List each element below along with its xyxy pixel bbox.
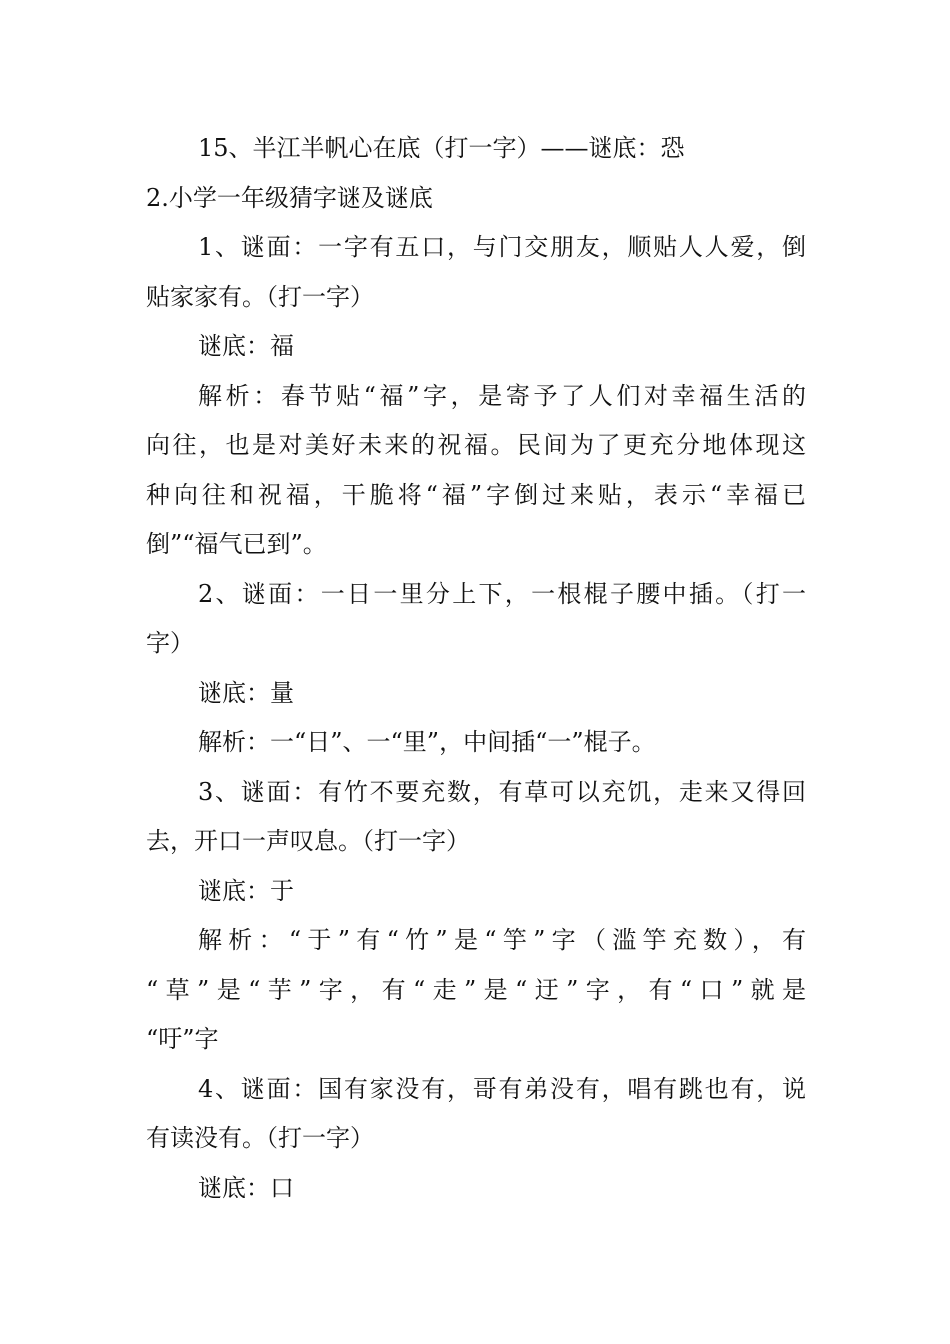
riddle-2-question-line-2: 字） (146, 629, 194, 657)
riddle-3-explanation-line-2: “草”是“芋”字，有“走”是“迂”字，有“口”就是 (146, 975, 806, 1004)
riddle-4-question-line-1: 4、谜面：国有家没有，哥有弟没有，唱有跳也有，说 (198, 1074, 806, 1103)
riddle-3-question-line-2: 去，开口一声叹息。（打一字） (146, 827, 470, 855)
riddle-1-question-line-1: 1、谜面：一字有五口，与门交朋友，顺贴人人爱，倒 (198, 233, 806, 261)
riddle-2-answer: 谜底：量 (198, 678, 294, 707)
riddle-3-question-line-1: 3、谜面：有竹不要充数，有草可以充饥，走来又得回 (198, 777, 806, 806)
riddle-3-answer: 谜底：于 (198, 876, 294, 905)
riddle-1-explanation-line-4: 倒”“福气已到”。 (146, 530, 327, 558)
riddle-3-explanation-line-3: “吁”字 (146, 1025, 219, 1053)
riddle-1-explanation-line-1: 解析：春节贴“福”字，是寄予了人们对幸福生活的 (198, 381, 806, 410)
riddle-1-explanation-line-2: 向往，也是对美好未来的祝福。民间为了更充分地体现这 (146, 431, 806, 459)
riddle-3-explanation-line-1: 解析：“于”有“竹”是“竽”字（滥竽充数），有 (198, 926, 806, 954)
riddle-1-question-line-2: 贴家家有。（打一字） (146, 282, 374, 311)
riddle-2-explanation: 解析：一“日”、一“里”，中间插“一”棍子。 (198, 728, 656, 756)
riddle-4-question-line-2: 有读没有。（打一字） (146, 1124, 374, 1152)
riddle-1-answer: 谜底：福 (198, 332, 294, 360)
riddle-1-explanation-line-3: 种向往和祝福，干脆将“福”字倒过来贴，表示“幸福已 (146, 480, 806, 509)
document-body (146, 124, 806, 1213)
riddle-4-answer: 谜底：口 (198, 1173, 294, 1202)
riddle-15-line: 15、半江半帆心在底（打一字）——谜底：恐 (198, 134, 685, 162)
riddle-2-question-line-1: 2、谜面：一日一里分上下，一根棍子腰中插。（打一 (198, 579, 806, 608)
section-heading: 2.小学一年级猜字谜及谜底 (146, 183, 433, 212)
